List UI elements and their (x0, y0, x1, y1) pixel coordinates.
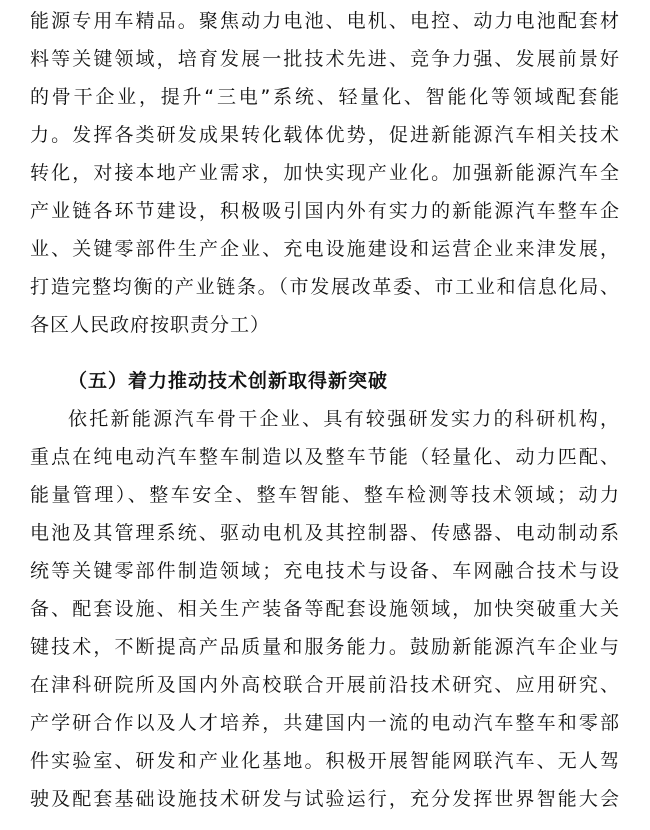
paragraph-2-line-10: 件实验室、研发和产业化基地。积极开展智能网联汽车、无人驾 (30, 750, 620, 772)
paragraph-2-line-1: 依托新能源汽车骨干企业、具有较强研发实力的科研机构， (68, 408, 620, 430)
paragraph-1-line-4: 力。发挥各类研发成果转化载体优势，促进新能源汽车相关技术 (30, 124, 620, 146)
paragraph-1-line-8: 打造完整均衡的产业链条。（市发展改革委、市工业和信息化局、 (30, 276, 620, 298)
paragraph-1-line-6: 产业链各环节建设，积极吸引国内外有实力的新能源汽车整车企 (30, 200, 620, 222)
paragraph-2-line-7: 键技术，不断提高产品质量和服务能力。鼓励新能源汽车企业与 (30, 636, 620, 658)
paragraph-2-line-3: 能量管理）、整车安全、整车智能、整车检测等技术领域；动力 (30, 484, 620, 506)
paragraph-1-line-5: 转化，对接本地产业需求，加快实现产业化。加强新能源汽车全 (30, 162, 620, 184)
paragraph-1-line-7: 业、关键零部件生产企业、充电设施建设和运营企业来津发展， (30, 238, 620, 260)
section-heading: （五）着力推动技术创新取得新突破 (68, 370, 389, 392)
paragraph-2-line-9: 产学研合作以及人才培养，共建国内一流的电动汽车整车和零部 (30, 712, 620, 734)
paragraph-2-line-11: 驶及配套基础设施技术研发与试验运行，充分发挥世界智能大会 (30, 788, 620, 810)
paragraph-2-line-6: 备、配套设施、相关生产装备等配套设施领域，加快突破重大关 (30, 598, 620, 620)
paragraph-2-line-5: 统等关键零部件制造领域；充电技术与设备、车网融合技术与设 (30, 560, 620, 582)
paragraph-1-line-3: 的骨干企业，提升“三电”系统、轻量化、智能化等领域配套能 (30, 86, 620, 108)
paragraph-2-line-4: 电池及其管理系统、驱动电机及其控制器、传感器、电动制动系 (30, 522, 620, 544)
paragraph-1-line-2: 料等关键领域，培育发展一批技术先进、竞争力强、发展前景好 (30, 48, 620, 70)
paragraph-2-line-2: 重点在纯电动汽车整车制造以及整车节能（轻量化、动力匹配、 (30, 446, 620, 468)
paragraph-1-line-9: 各区人民政府按职责分工） (30, 314, 271, 336)
paragraph-2-line-8: 在津科研院所及国内外高校联合开展前沿技术研究、应用研究、 (30, 674, 620, 696)
paragraph-1-line-1: 能源专用车精品。聚焦动力电池、电机、电控、动力电池配套材 (30, 10, 620, 32)
